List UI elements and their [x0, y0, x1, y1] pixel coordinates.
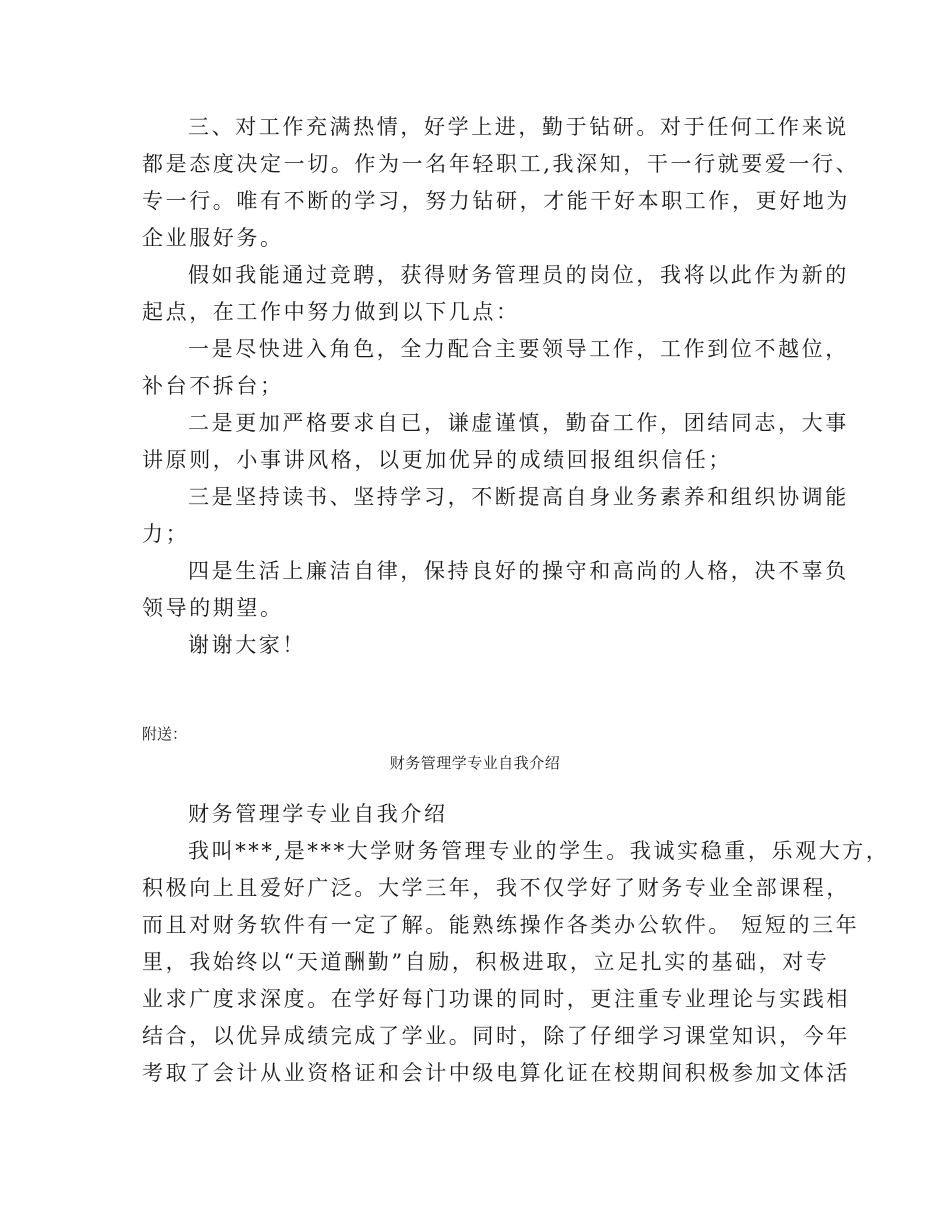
paragraph-line: 补台不拆台；	[142, 374, 284, 398]
attachment-label: 附送：	[142, 725, 188, 743]
paragraph-line: 专一行。唯有不断的学习，努力钻研，才能干好本职工作，更好地为	[142, 189, 850, 213]
paragraph-line: 里，我始终以“天道酬勤”自励，积极进取，立足扎实的基础，对专	[142, 950, 830, 974]
paragraph-line: 领导的期望。	[142, 596, 284, 620]
paragraph-line: 起点，在工作中努力做到以下几点：	[142, 300, 520, 324]
paragraph-line: 都是态度决定一切。作为一名年轻职工,我深知，干一行就要爱一行、	[142, 152, 860, 176]
paragraph-line: 四是生活上廉洁自律，保持良好的操守和高尚的人格，决不辜负	[188, 559, 849, 583]
paragraph-line: 而且对财务软件有一定了解。能熟练操作各类办公软件。 短短的三年	[142, 913, 860, 937]
paragraph-line: 二是更加严格要求自已，谦虚谨慎，勤奋工作，团结同志，大事	[188, 411, 849, 435]
attachment-title: 财务管理学专业自我介绍	[389, 754, 561, 772]
closing-line: 谢谢大家！	[188, 633, 306, 657]
paragraph-line: 力；	[142, 522, 190, 546]
paragraph-line: 讲原则，小事讲风格，以更加优异的成绩回报组织信任；	[142, 448, 732, 472]
intro-heading: 财务管理学专业自我介绍	[188, 802, 448, 826]
paragraph-line: 一是尽快进入角色，全力配合主要领导工作，工作到位不越位，	[188, 337, 849, 361]
paragraph-line: 积极向上且爱好广泛。大学三年，我不仅学好了财务专业全部课程，	[142, 876, 850, 900]
paragraph-line: 考取了会计从业资格证和会计中级电算化证在校期间积极参加文体活	[142, 1061, 850, 1085]
paragraph-line: 三是坚持读书、坚持学习，不断提高自身业务素养和组织协调能	[188, 485, 849, 509]
paragraph-line: 我叫***,是***大学财务管理专业的学生。我诚实稳重，乐观大方，	[188, 839, 890, 863]
paragraph-line: 企业服好务。	[142, 226, 284, 250]
paragraph-line: 业求广度求深度。在学好每门功课的同时，更注重专业理论与实践相	[142, 987, 850, 1011]
paragraph-line: 假如我能通过竞聘，获得财务管理员的岗位，我将以此作为新的	[188, 263, 849, 287]
paragraph-line: 结合，以优异成绩完成了学业。同时，除了仔细学习课堂知识，今年	[142, 1024, 850, 1048]
paragraph-line: 三、对工作充满热情，好学上进，勤于钻研。对于任何工作来说	[188, 115, 849, 139]
